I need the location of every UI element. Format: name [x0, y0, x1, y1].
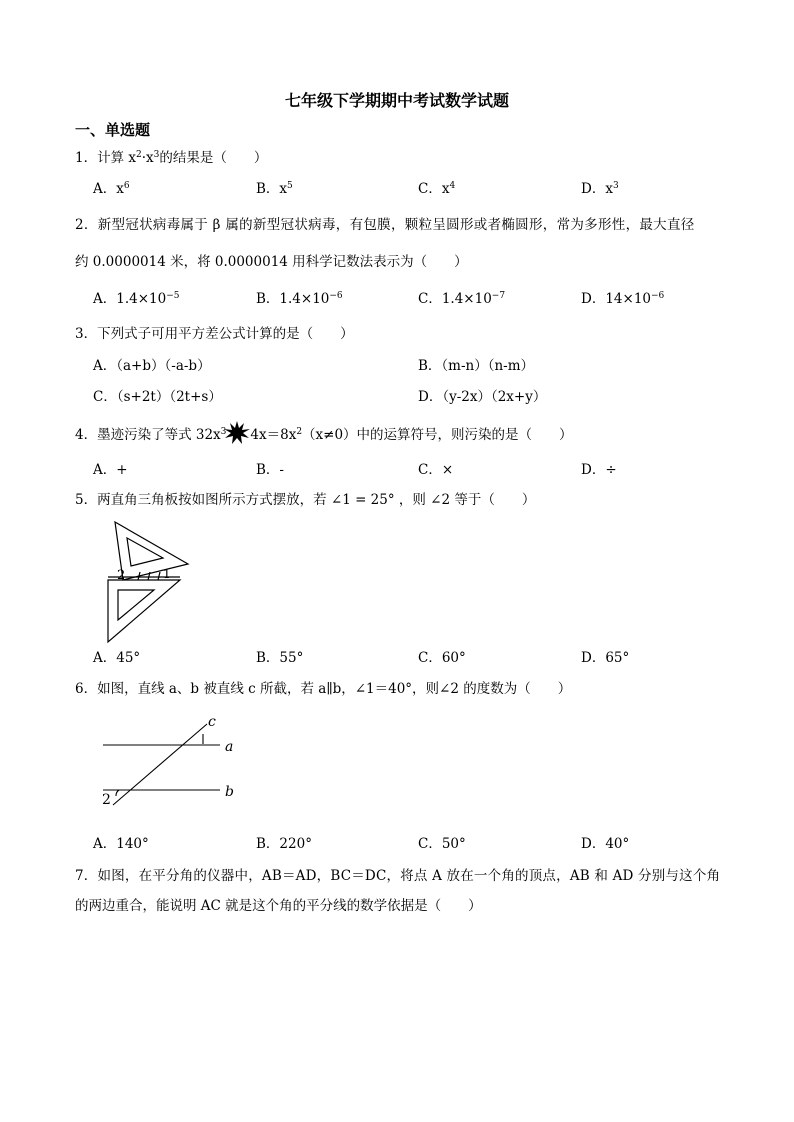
question-3-option-b: B．（m-n）（n-m） — [418, 358, 535, 374]
question-6-stem: 6．如图，直线 a、b 被直线 c 所截，若 a∥b，∠1＝40°，则∠2 的度数为（ ） — [75, 681, 572, 697]
question-1-option-c: C．$x^4$ — [418, 181, 456, 197]
question-2-line-2: 约 0.0000014 米，将 0.0000014 用科学记数法表示为（ ） — [75, 254, 468, 270]
angle-1-label: 1 — [199, 733, 206, 746]
question-6-option-c: C．50° — [418, 836, 466, 852]
question-3-option-c: C．（s+2t）（2t+s） — [93, 389, 222, 405]
angle-1-label: 1 — [163, 567, 171, 581]
question-1-stem: 1．计算 $x^2\cdot x^3$的结果是（ ） — [75, 150, 268, 166]
question-7-line-1: 7．如图，在平分角的仪器中，AB＝AD，BC＝DC，将点 A 放在一个角的顶点，AB 和 AD 分别与这个角 — [75, 868, 721, 884]
question-1-option-d: D．$x^3$ — [581, 181, 619, 197]
question-3-option-d: D．（y-2x）（2x+y） — [418, 389, 547, 405]
question-6-option-d: D．40° — [581, 836, 630, 852]
section-heading: 一、单选题 — [75, 121, 151, 139]
question-3-option-a: A．（a+b）（-a-b） — [93, 358, 211, 374]
question-5-stem: 5．两直角三角板按如图所示方式摆放，若 ∠1 = 25° ，则 ∠2 等于（ ） — [75, 492, 536, 508]
question-5-option-d: D．65° — [581, 650, 630, 666]
lower-set-square — [108, 580, 180, 642]
lower-set-square-hole — [118, 590, 154, 620]
parallel-lines-figure — [95, 708, 255, 813]
line-c — [113, 724, 207, 805]
line-b-label: b — [225, 784, 234, 800]
question-6-option-a: A．140° — [93, 836, 149, 852]
question-4-option-b: B．- — [256, 462, 284, 478]
question-2-option-a: A．$1.4\times 10^{-5}$ — [93, 291, 180, 307]
question-4-option-c: C．× — [418, 462, 454, 478]
page-title: 七年级下学期期中考试数学试题 — [284, 91, 509, 110]
question-5-option-b: B．55° — [256, 650, 304, 666]
question-2-option-c: C．$1.4\times 10^{-7}$ — [418, 291, 506, 307]
line-c-label: c — [208, 714, 216, 730]
angle-2-label: 2 — [117, 568, 126, 583]
question-2-option-d: D．$14\times 10^{-6}$ — [581, 291, 665, 307]
ink-blot-icon — [224, 421, 250, 445]
question-5-option-a: A．45° — [93, 650, 141, 666]
question-7-line-2: 的两边重合，能说明 AC 就是这个角的平分线的数学依据是（ ） — [75, 898, 482, 914]
triangle-rulers-figure — [100, 520, 200, 645]
question-3-stem: 3．下列式子可用平方差公式计算的是（ ） — [75, 326, 354, 342]
question-1-option-b: B．$x^5$ — [256, 181, 293, 197]
angle-2-label: 2 — [102, 792, 111, 808]
question-2-line-1: 2．新型冠状病毒属于 β 属的新型冠状病毒，有包膜，颗粒呈圆形或者椭圆形，常为多形性，最大直径 — [75, 217, 695, 233]
question-4-option-d: D．÷ — [581, 462, 617, 478]
question-4-option-a: A．+ — [93, 462, 128, 478]
question-5-option-c: C．60° — [418, 650, 466, 666]
question-4-stem: 4．墨迹污染了等式 $32x^3$ $4x=8x^2(x\ne 0)$中的运算符号，则污染的是（ ） — [75, 421, 573, 445]
question-6-option-b: B．220° — [256, 836, 312, 852]
question-2-option-b: B．$1.4\times 10^{-6}$ — [256, 291, 343, 307]
upper-set-square-hole — [127, 538, 163, 566]
question-1-option-a: A．$x^6$ — [93, 181, 130, 197]
line-a-label: a — [225, 739, 234, 755]
